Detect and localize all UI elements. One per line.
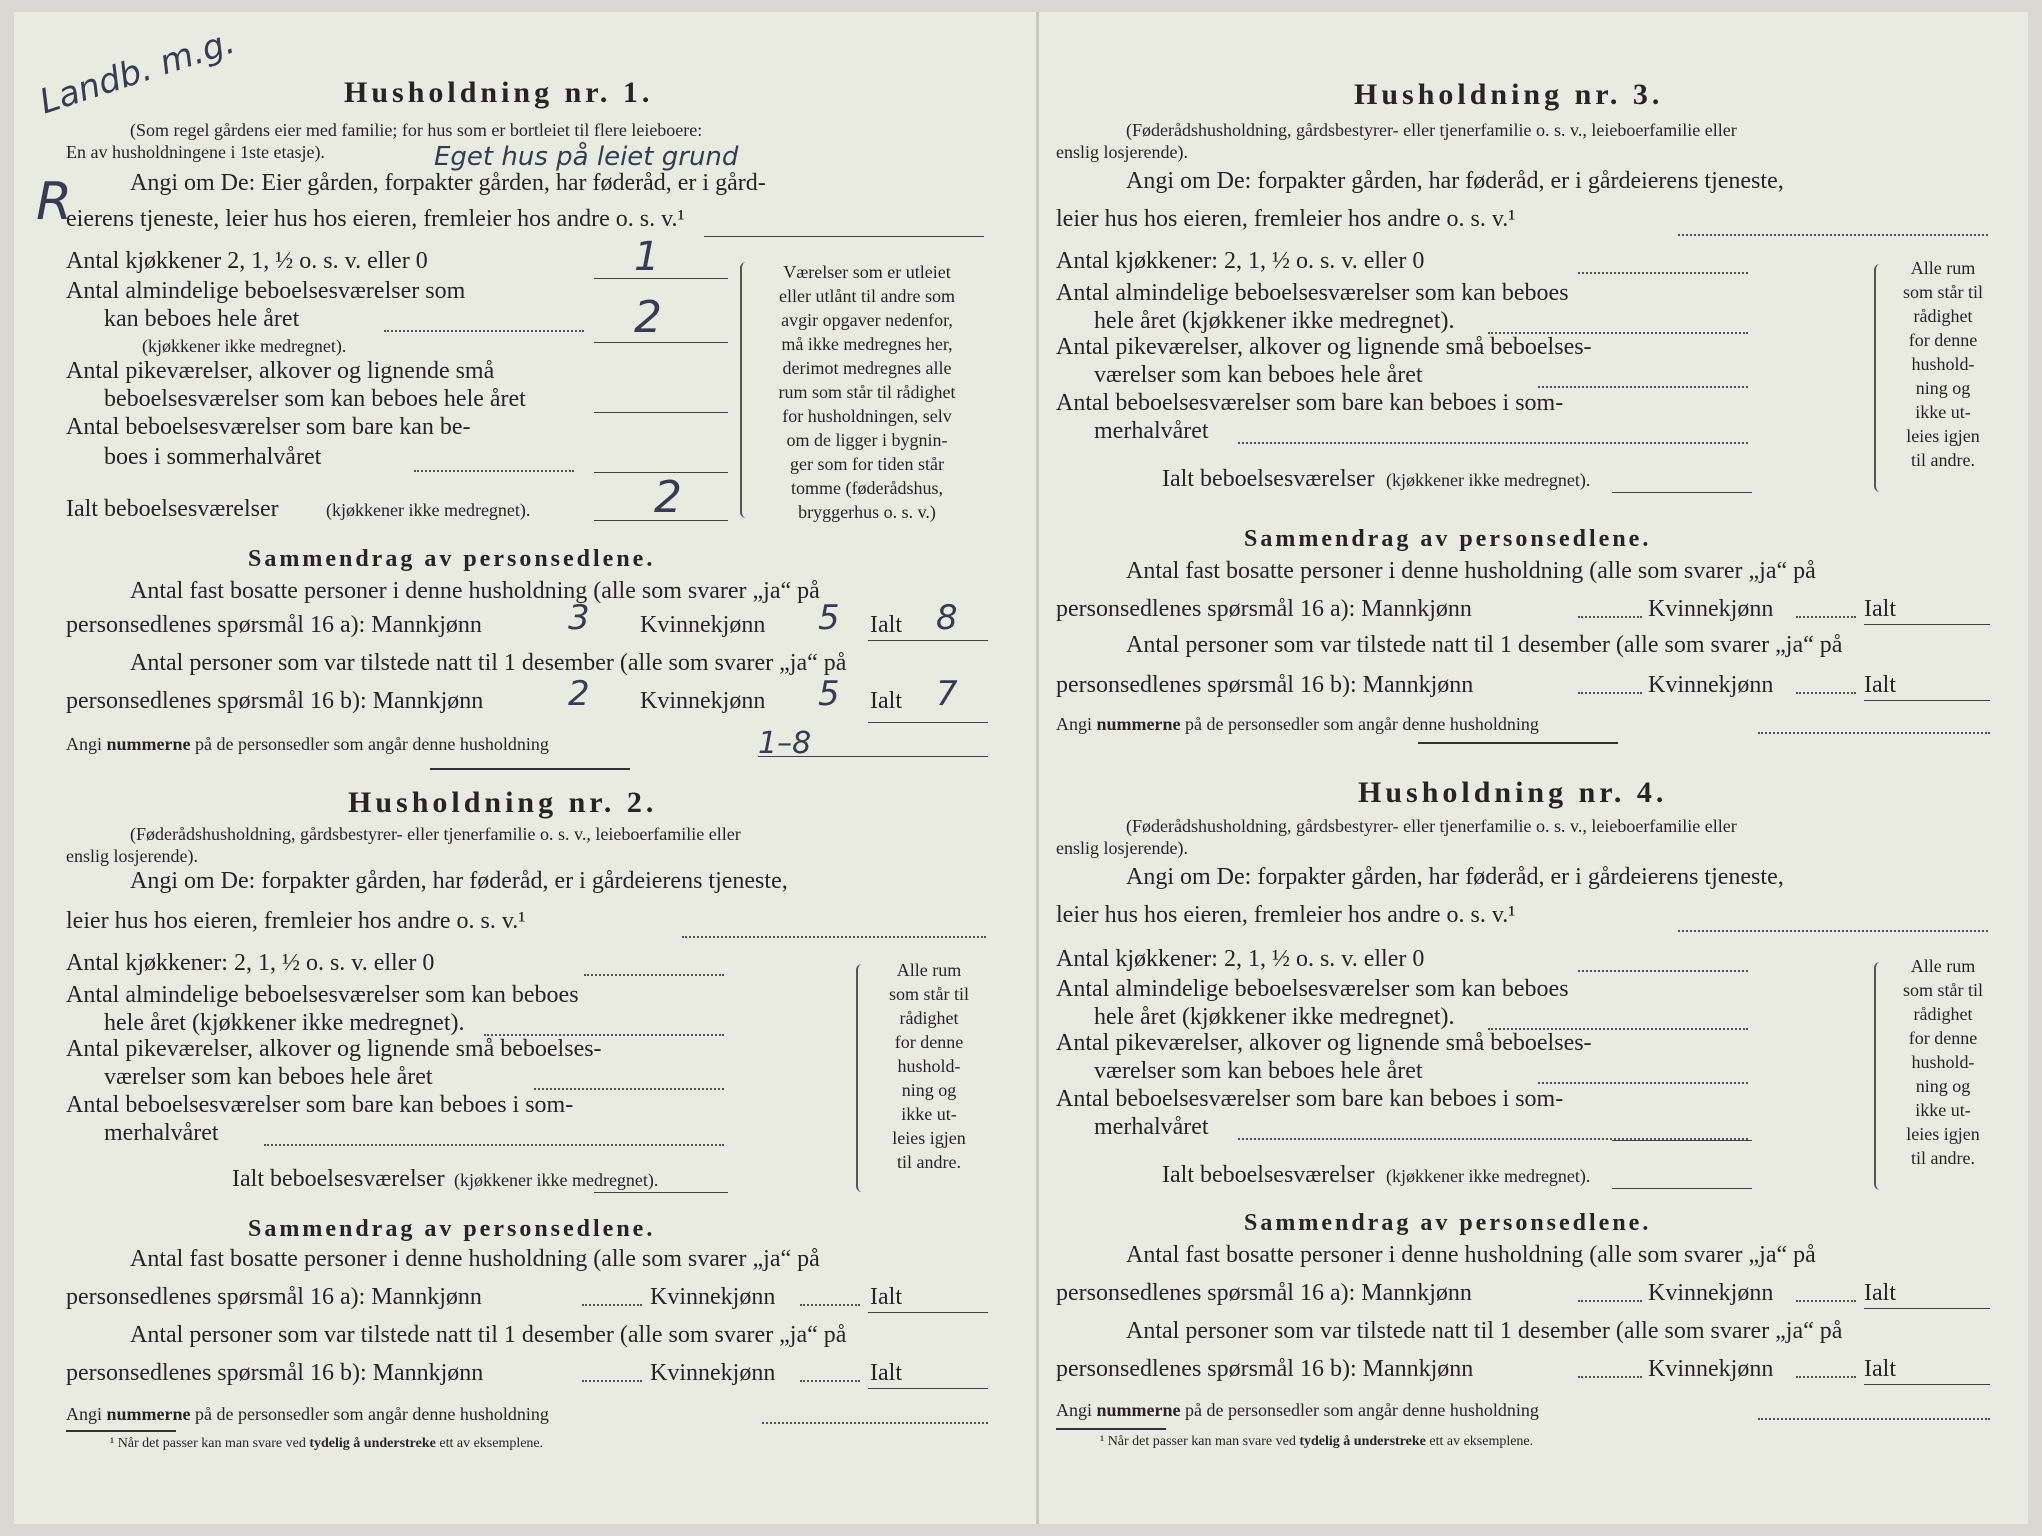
h4-tilst-1: Antal personer som var tilstede natt til 1 desember (alle som svarer „ja“ på — [1126, 1318, 1843, 1344]
h1-title: Husholdning nr. 1. — [344, 76, 654, 109]
h2-alm-2: hele året (kjøkkener ikke medregnet). — [104, 1010, 465, 1036]
h4-ialt-note: (kjøkkener ikke medregnet). — [1386, 1166, 1591, 1186]
h3-ialt: Ialt beboelsesværelser — [1162, 466, 1375, 492]
h2-sum-title: Sammendrag av personsedlene. — [248, 1216, 656, 1242]
h2-fast-ialt: Ialt — [870, 1284, 902, 1310]
h1-ialt: Ialt beboelsesværelser — [66, 496, 279, 522]
h3-sum-title: Sammendrag av personsedlene. — [1244, 526, 1652, 552]
h3-tilst-2: personsedlenes spørsmål 16 b): Mannkjønn — [1056, 672, 1474, 698]
h3-fast-ialt: Ialt — [1864, 596, 1896, 622]
h1-kjokken-value: 1 — [634, 234, 660, 280]
h3-fast-2: personsedlenes spørsmål 16 a): Mannkjønn — [1056, 596, 1472, 622]
h4-angi-1: Angi om De: forpakter gården, har føderåd, er i gårdeierens tjeneste, — [1126, 864, 1784, 890]
h1-fast-ialt: Ialt — [870, 612, 902, 638]
h1-hw-angi: Eget hus på leiet grund — [434, 142, 739, 172]
h1-tilst-kvinne: Kvinnekjønn — [640, 688, 766, 714]
h3-side-note: Alle rum som står til rådighet for denne hushold- ning og ikke ut- leies igjen til andre. — [1903, 258, 1983, 470]
h3-fast-kvinne: Kvinnekjønn — [1648, 596, 1774, 622]
h3-ialt-note: (kjøkkener ikke medregnet). — [1386, 470, 1591, 490]
h3-angi-2: leier hus hos eieren, fremleier hos andre o. s. v.¹ — [1056, 206, 1516, 232]
h1-fast-k: 5 — [818, 598, 840, 638]
h4-tilst-2: personsedlenes spørsmål 16 b): Mannkjønn — [1056, 1356, 1474, 1382]
h3-tilst-ialt: Ialt — [1864, 672, 1896, 698]
h1-alm-3: (kjøkkener ikke medregnet). — [142, 336, 347, 356]
h3-tilst-kvinne: Kvinnekjønn — [1648, 672, 1774, 698]
h2-angi-1: Angi om De: forpakter gården, har føderåd, er i gårdeierens tjeneste, — [130, 868, 788, 894]
h4-pike-1: Antal pikeværelser, alkover og lignende små beboelses- — [1056, 1030, 1592, 1056]
h1-tilst-t: 7 — [936, 674, 958, 714]
h4-fast-kvinne: Kvinnekjønn — [1648, 1280, 1774, 1306]
h4-tilst-kvinne: Kvinnekjønn — [1648, 1356, 1774, 1382]
h3-fast-1: Antal fast bosatte personer i denne husholdning (alle som svarer „ja“ på — [1126, 558, 1816, 584]
h1-ialt-note: (kjøkkener ikke medregnet). — [326, 500, 531, 520]
h1-sommer-1: Antal beboelsesværelser som bare kan be- — [66, 414, 471, 440]
h1-brace — [740, 262, 752, 518]
h2-ialt: Ialt beboelsesværelser — [232, 1166, 445, 1192]
h1-side-note: Værelser som er utleiet eller utlånt til andre som avgir opgaver nedenfor, må ikke medregnes her, derimot medregnes alle rum som står til rådighet for husholdningen, selv om de ligger i bygnin- ger som for tiden står tomme (føderådshus, bryggerhus o. s. v.) — [778, 262, 956, 522]
h4-sommer-1: Antal beboelsesværelser som bare kan beboes i som- — [1056, 1086, 1564, 1112]
h3-intro-1: (Føderådshusholdning, gårdsbestyrer- eller tjenerfamilie o. s. v., leieboerfamilie eller — [1126, 120, 1737, 140]
h1-fast-m: 3 — [568, 598, 590, 638]
h1-fast-t: 8 — [936, 598, 958, 638]
census-form-sheet — [14, 12, 2028, 1524]
margin-note-top-left: Landb. m.g. — [34, 21, 240, 123]
h1-separator — [430, 768, 630, 770]
h1-angi-2: eierens tjeneste, leier hus hos eieren, fremleier hos andre o. s. v.¹ — [66, 206, 685, 232]
h2-alm-1: Antal almindelige beboelsesværelser som kan beboes — [66, 982, 579, 1008]
h4-tilst-ialt: Ialt — [1864, 1356, 1896, 1382]
h1-sommer-2: boes i sommerhalvåret — [104, 444, 322, 470]
h4-sommer-2: merhalvåret — [1094, 1114, 1209, 1140]
h2-intro-2: enslig losjerende). — [66, 846, 198, 866]
h2-footnote: ¹ Når det passer kan man svare ved tydelig å understreke ett av eksemplene. — [110, 1436, 544, 1451]
h2-nummer-line: Angi nummerne på de personsedler som angår denne husholdning — [66, 1404, 549, 1424]
h1-intro-2: En av husholdningene i 1ste etasje). — [66, 142, 325, 162]
h1-ialt-value: 2 — [654, 472, 682, 523]
h1-tilst-m: 2 — [568, 674, 590, 714]
h2-kjokken: Antal kjøkkener: 2, 1, ½ o. s. v. eller 0 — [66, 950, 435, 976]
h2-angi-2: leier hus hos eieren, fremleier hos andre o. s. v.¹ — [66, 908, 526, 934]
right-page — [1038, 12, 2028, 1524]
h1-pike-1: Antal pikeværelser, alkover og lignende små — [66, 358, 495, 384]
h1-tilst-ialt: Ialt — [870, 688, 902, 714]
h1-sum-title: Sammendrag av personsedlene. — [248, 546, 656, 572]
h2-tilst-kvinne: Kvinnekjønn — [650, 1360, 776, 1386]
h3-pike-2: værelser som kan beboes hele året — [1094, 362, 1423, 388]
h4-alm-1: Antal almindelige beboelsesværelser som kan beboes — [1056, 976, 1569, 1002]
h4-pike-2: værelser som kan beboes hele året — [1094, 1058, 1423, 1084]
h1-alm-2: kan beboes hele året — [104, 306, 300, 332]
h1-kjokken: Antal kjøkkener 2, 1, ½ o. s. v. eller 0 — [66, 248, 428, 274]
h1-fast-kvinne: Kvinnekjønn — [640, 612, 766, 638]
h4-footnote: ¹ Når det passer kan man svare ved tydelig å understreke ett av eksemplene. — [1100, 1434, 1534, 1449]
left-page — [14, 12, 1038, 1524]
h3-pike-1: Antal pikeværelser, alkover og lignende små beboelses- — [1056, 334, 1592, 360]
h4-fast-1: Antal fast bosatte personer i denne husholdning (alle som svarer „ja“ på — [1126, 1242, 1816, 1268]
h1-tilst-k: 5 — [818, 674, 840, 714]
h1-alm-1: Antal almindelige beboelsesværelser som — [66, 278, 466, 304]
h2-intro-1: (Føderådshusholdning, gårdsbestyrer- eller tjenerfamilie o. s. v., leieboerfamilie eller — [130, 824, 741, 844]
h2-fast-kvinne: Kvinnekjønn — [650, 1284, 776, 1310]
h2-pike-1: Antal pikeværelser, alkover og lignende små beboelses- — [66, 1036, 602, 1062]
h3-sommer-2: merhalvåret — [1094, 418, 1209, 444]
h3-tilst-1: Antal personer som var tilstede natt til 1 desember (alle som svarer „ja“ på — [1126, 632, 1843, 658]
h2-tilst-2: personsedlenes spørsmål 16 b): Mannkjønn — [66, 1360, 484, 1386]
h2-fast-1: Antal fast bosatte personer i denne husholdning (alle som svarer „ja“ på — [130, 1246, 820, 1272]
h4-title: Husholdning nr. 4. — [1358, 776, 1668, 809]
h3-alm-2: hele året (kjøkkener ikke medregnet). — [1094, 308, 1455, 334]
h4-intro-1: (Føderådshusholdning, gårdsbestyrer- eller tjenerfamilie o. s. v., leieboerfamilie eller — [1126, 816, 1737, 836]
h4-side-note: Alle rum som står til rådighet for denne hushold- ning og ikke ut- leies igjen til andre. — [1903, 956, 1983, 1168]
h1-alm-value: 2 — [634, 292, 662, 343]
h1-angi-1: Angi om De: Eier gården, forpakter gården, har føderåd, er i gård- — [130, 170, 766, 196]
h2-sommer-2: merhalvåret — [104, 1120, 219, 1146]
h3-sommer-1: Antal beboelsesværelser som bare kan beboes i som- — [1056, 390, 1564, 416]
h3-separator — [1418, 742, 1618, 744]
h3-brace — [1874, 264, 1886, 492]
h4-sum-title: Sammendrag av personsedlene. — [1244, 1210, 1652, 1236]
h1-fast-1: Antal fast bosatte personer i denne husholdning (alle som svarer „ja“ på — [130, 578, 820, 604]
h2-brace — [856, 964, 868, 1192]
h4-intro-2: enslig losjerende). — [1056, 838, 1188, 858]
h4-alm-2: hele året (kjøkkener ikke medregnet). — [1094, 1004, 1455, 1030]
h2-pike-2: værelser som kan beboes hele året — [104, 1064, 433, 1090]
h4-brace — [1874, 962, 1886, 1190]
h4-kjokken: Antal kjøkkener: 2, 1, ½ o. s. v. eller 0 — [1056, 946, 1425, 972]
h4-fast-ialt: Ialt — [1864, 1280, 1896, 1306]
h3-title: Husholdning nr. 3. — [1354, 78, 1664, 111]
h1-nummer-value: 1–8 — [758, 726, 812, 761]
h4-angi-2: leier hus hos eieren, fremleier hos andre o. s. v.¹ — [1056, 902, 1516, 928]
h2-title: Husholdning nr. 2. — [348, 786, 658, 819]
h4-nummer-line: Angi nummerne på de personsedler som angår denne husholdning — [1056, 1400, 1539, 1420]
h1-fast-2: personsedlenes spørsmål 16 a): Mannkjønn — [66, 612, 482, 638]
h3-kjokken: Antal kjøkkener: 2, 1, ½ o. s. v. eller 0 — [1056, 248, 1425, 274]
h1-pike-2: beboelsesværelser som kan beboes hele året — [104, 386, 526, 412]
h3-intro-2: enslig losjerende). — [1056, 142, 1188, 162]
h2-ialt-note: (kjøkkener ikke medregnet). — [454, 1170, 659, 1190]
margin-mark: R — [36, 172, 73, 232]
h2-sommer-1: Antal beboelsesværelser som bare kan beboes i som- — [66, 1092, 574, 1118]
h4-ialt: Ialt beboelsesværelser — [1162, 1162, 1375, 1188]
h3-angi-1: Angi om De: forpakter gården, har føderåd, er i gårdeierens tjeneste, — [1126, 168, 1784, 194]
h1-intro-1: (Som regel gårdens eier med familie; for hus som er bortleiet til flere leieboere: — [130, 120, 703, 140]
h3-nummer-line: Angi nummerne på de personsedler som angår denne husholdning — [1056, 714, 1539, 734]
h2-tilst-1: Antal personer som var tilstede natt til 1 desember (alle som svarer „ja“ på — [130, 1322, 847, 1348]
h1-tilst-2: personsedlenes spørsmål 16 b): Mannkjønn — [66, 688, 484, 714]
h4-fast-2: personsedlenes spørsmål 16 a): Mannkjønn — [1056, 1280, 1472, 1306]
h2-side-note: Alle rum som står til rådighet for denne hushold- ning og ikke ut- leies igjen til andre. — [889, 960, 969, 1172]
h1-tilst-1: Antal personer som var tilstede natt til 1 desember (alle som svarer „ja“ på — [130, 650, 847, 676]
h1-nummer-line: Angi nummerne på de personsedler som angår denne husholdning — [66, 734, 549, 754]
h2-fast-2: personsedlenes spørsmål 16 a): Mannkjønn — [66, 1284, 482, 1310]
h3-alm-1: Antal almindelige beboelsesværelser som kan beboes — [1056, 280, 1569, 306]
h2-tilst-ialt: Ialt — [870, 1360, 902, 1386]
